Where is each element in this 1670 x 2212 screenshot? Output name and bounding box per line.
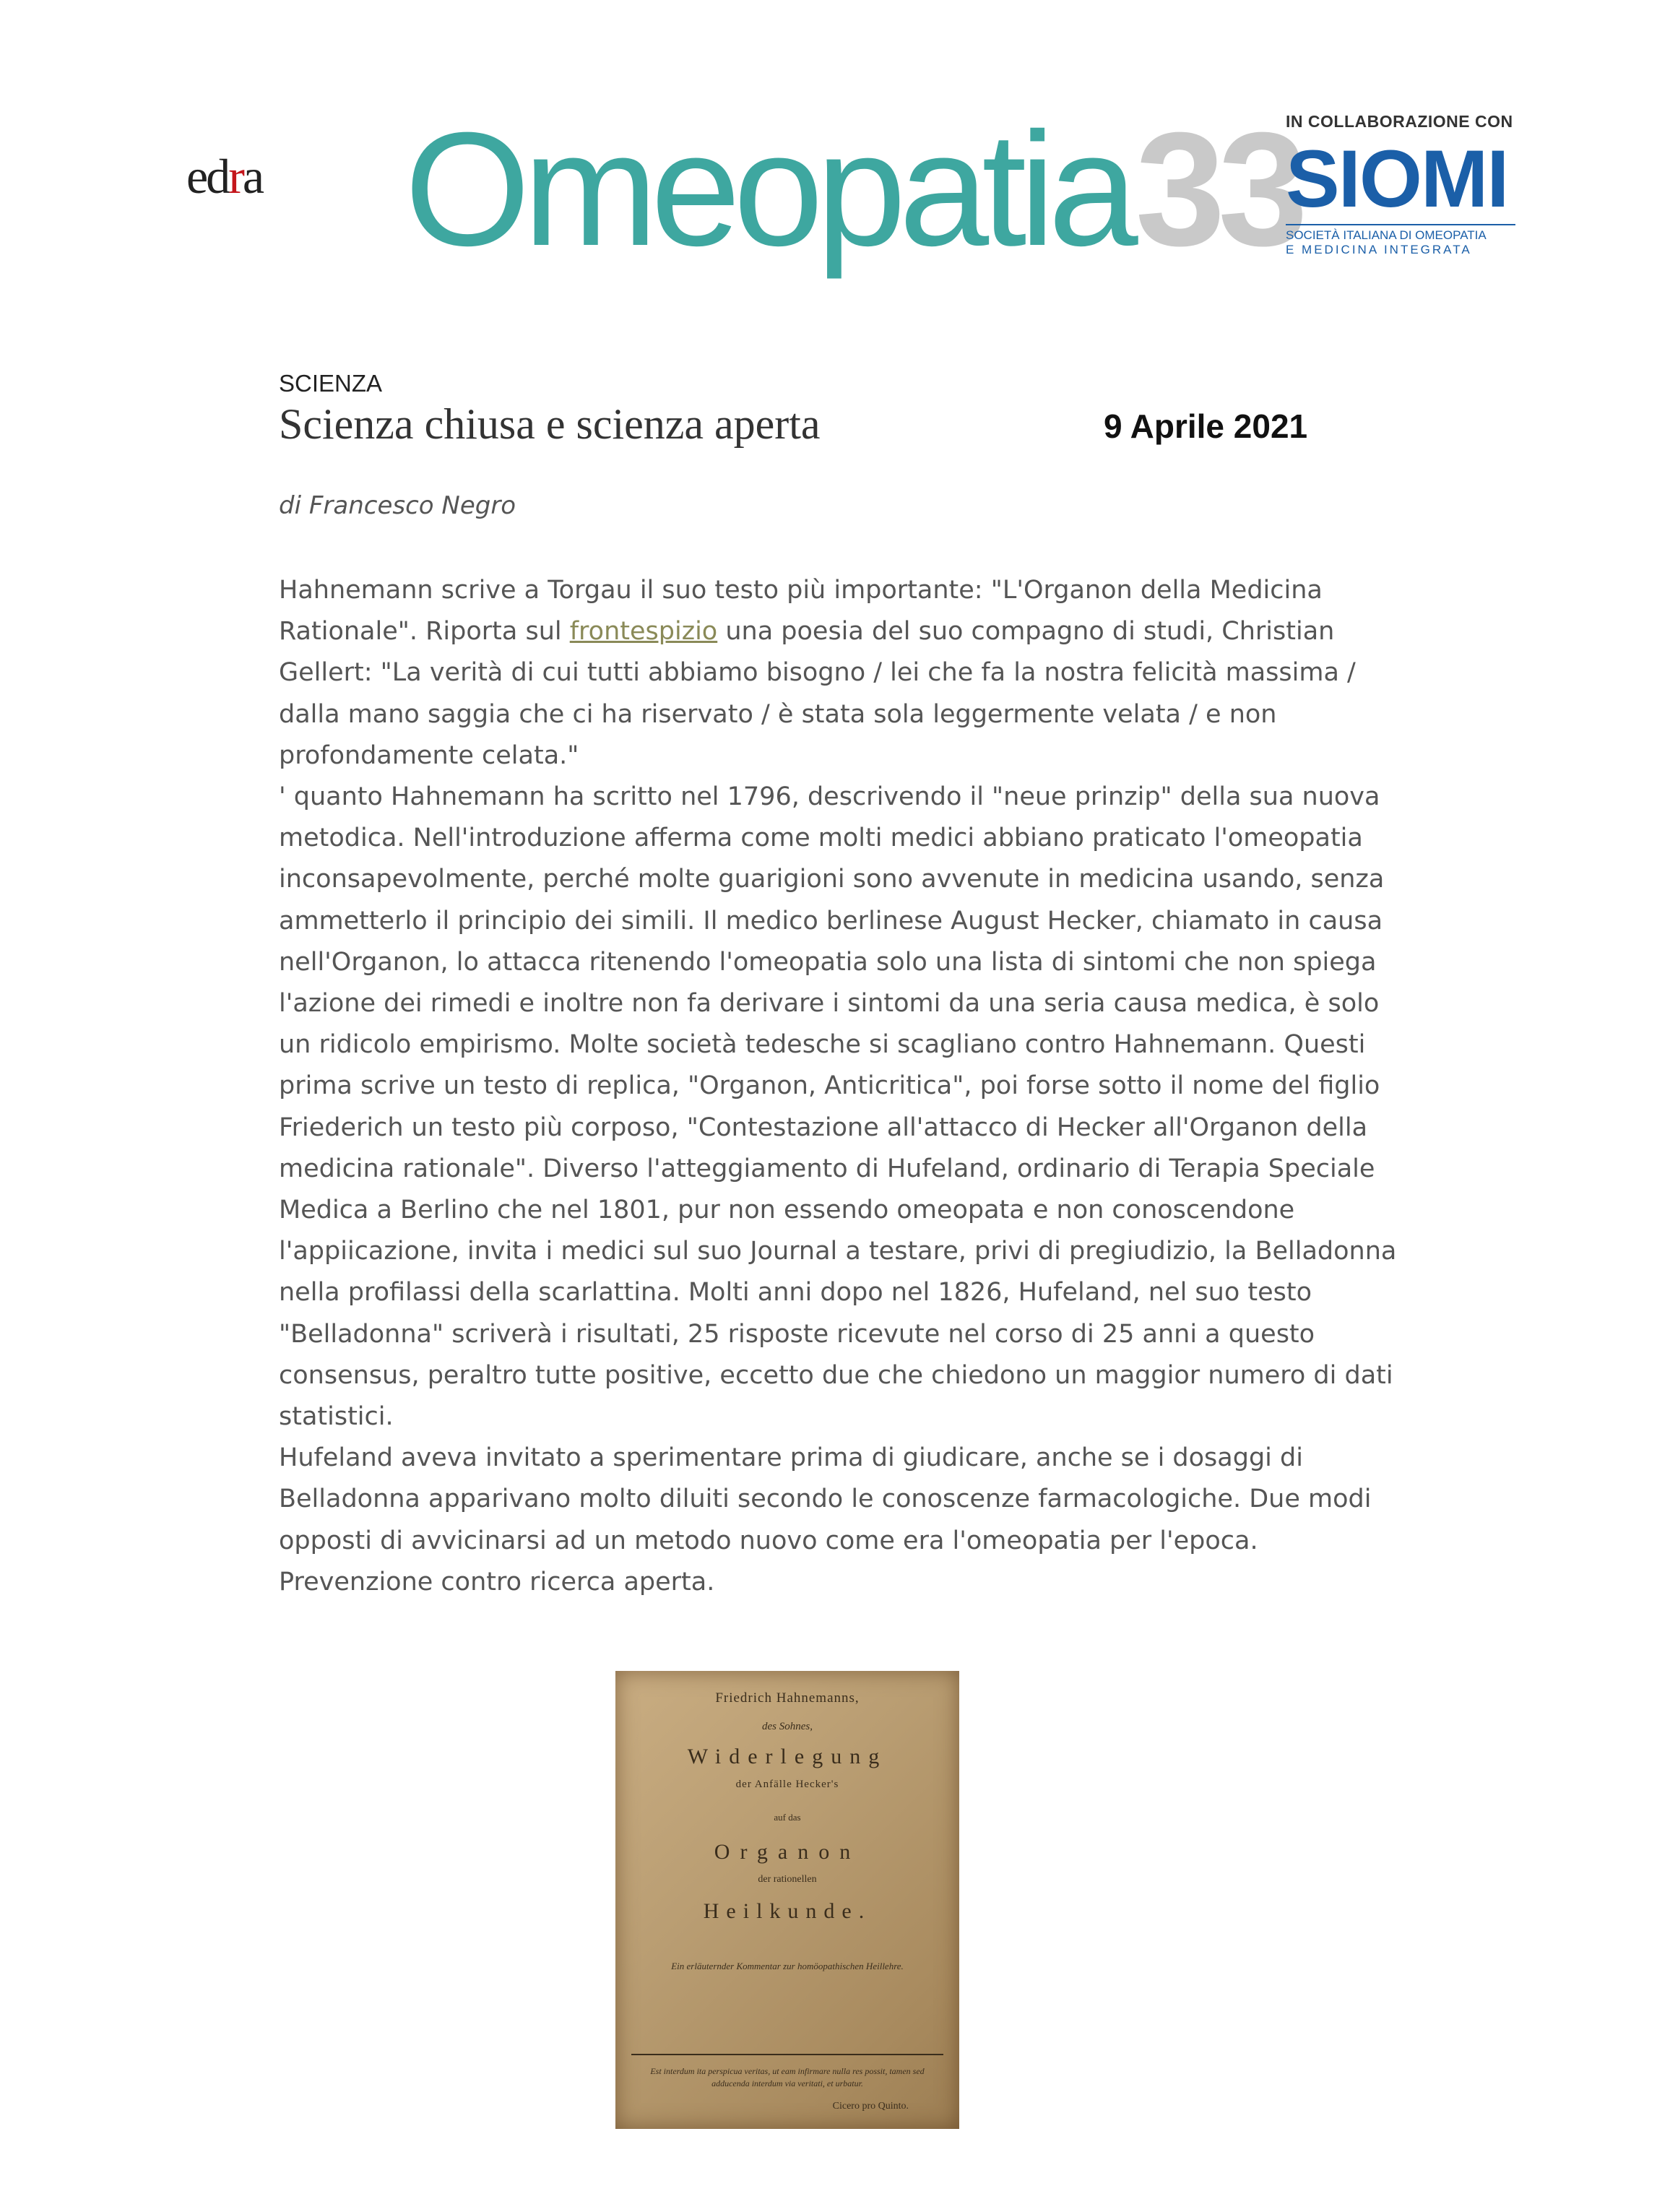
scan-divider bbox=[631, 2054, 943, 2055]
collaboration-label: IN COLLABORAZIONE CON bbox=[1286, 112, 1513, 131]
omeopatia33-masthead bbox=[404, 99, 1301, 280]
siomi-society-line1: SOCIETÀ ITALIANA DI OMEOPATIA bbox=[1286, 224, 1515, 243]
siomi-society-line2: E MEDICINA INTEGRATA bbox=[1286, 243, 1472, 256]
edra-logo: edra bbox=[186, 149, 263, 204]
book-frontispiece-image bbox=[615, 1671, 959, 2129]
article-paragraph-3: Hufeland aveva invitato a sperimentare prima di giudicare, anche se i dosaggi di Belladonna apparivano molto diluiti secondo le conoscenze farmacologiche. Due modi opposti di avvicinarsi ad un metodo nuovo come era l'omeopatia per l'epoca. Prevenzione contro ricerca aperta. bbox=[279, 1443, 1372, 1597]
scan-latin-quote: Est interdum ita perspicua veritas, ut eam infirmare nulla res possit, tamen sed adducenda interdum via veritati, et urbatur. bbox=[650, 2066, 925, 2088]
article-paragraph-2: ' quanto Hahnemann ha scritto nel 1796, descrivendo il "neue prinzip" della sua nuova metodica. Nell'introduzione afferma come molti medici abbiano praticato l'omeopatia inconsapevolmente, perché molte guarigioni sono avvenute in medicina usando, senza ammetterlo il principio dei simili. Il medico berlinese August Hecker, chiamato in causa nell'Organon, lo attacca ritenendo l'omeopatia solo una lista di sintomi che non spiega l'azione dei rimedi e inoltre non fa derivare i sintomi da una seria causa medica, è solo un ridicolo empirismo. Molte società tedesche si scagliano contro Hahnemann. Questi prima scrive un testo di replica, "Organon, Anticritica", poi forse sotto il nome del figlio Friederich un testo più corposo, "Contestazione all'attacco di Hecker all'Organon della medicina rationale". Diverso l'atteggiamento di Hufeland, ordinario di Terapia Speciale Medica a Berlino che nel 1801, pur non essendo omeopata e non conoscendone l'appiicazione, invita i medici sul suo Journal a testare, privi di pregiudizio, la Belladonna nella profilassi della scarlattina. Molti anni dopo nel 1826, Hufeland, nel suo testo "Belladonna" scriverà i risultati, 25 risposte ricevute nel corso di 25 anni a questo consensus, peraltro tutte positive, eccetto due che chiedono un maggior numero di dati statistici. bbox=[279, 782, 1397, 1432]
scan-title-widerlegung: Widerlegung bbox=[687, 1745, 888, 1768]
article-date: 9 Aprile 2021 bbox=[1104, 407, 1308, 445]
article-category: SCIENZA bbox=[279, 370, 383, 397]
frontespizio-link[interactable]: frontespizio bbox=[569, 617, 718, 647]
article-body bbox=[279, 570, 1406, 1603]
scan-citation: Cicero pro Quinto. bbox=[832, 2101, 909, 2112]
article-paragraph-1: Hahnemann scrive a Torgau il suo testo più importante: "L'Organon della Medicina Rationale". Riporta sul frontespizio una poesia del suo compagno di studi, Christian Gellert: "La verità di cui tutti abbiamo bisogno / lei che fa la nostra felicità massima / dalla mano saggia che ci ha riservato / è stata sola leggermente velata / e non profondamente celata." bbox=[279, 576, 1356, 770]
scan-title-heilkunde: Heilkunde. bbox=[703, 1899, 872, 1923]
masthead-number: 33 bbox=[1135, 99, 1301, 280]
masthead-word: Omeopatia bbox=[404, 99, 1131, 280]
scan-der-rationellen: der rationellen bbox=[758, 1874, 817, 1885]
siomi-collaboration-logo bbox=[1286, 112, 1524, 257]
scan-title-organon: Organon bbox=[714, 1840, 861, 1864]
scan-author-line: Friedrich Hahnemanns, bbox=[715, 1690, 860, 1706]
article-author: di Francesco Negro bbox=[279, 491, 516, 520]
siomi-wordmark: SIOMI bbox=[1286, 134, 1508, 224]
scan-auf-das: auf das bbox=[774, 1812, 801, 1823]
scan-subtitle: Ein erläuternder Kommentar zur homöopathischen Heillehre. bbox=[671, 1961, 904, 1971]
scan-der-anfalle: der Anfälle Hecker's bbox=[735, 1779, 839, 1790]
scan-des-sohnes: des Sohnes, bbox=[762, 1721, 813, 1732]
article-title: Scienza chiusa e scienza aperta bbox=[279, 400, 821, 448]
